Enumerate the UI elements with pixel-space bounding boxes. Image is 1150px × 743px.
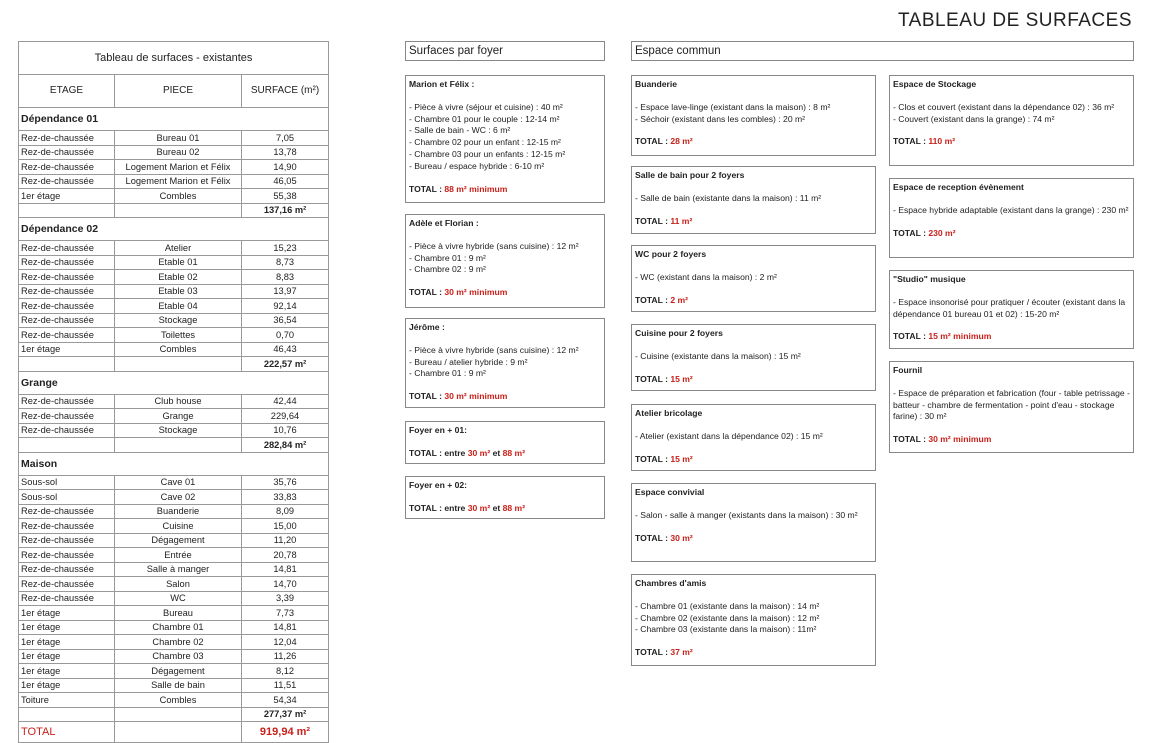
cell-etage: Rez-de-chaussée [19,548,115,563]
card-total-value: 28 m² [670,136,693,147]
foyer-card [405,476,605,519]
card-total [635,295,872,307]
total-spacer [115,722,242,743]
table-row [19,394,329,409]
commun-card [631,404,876,471]
cell-piece: Club house [115,394,242,409]
card-line: - Couvert (existant dans la grange) : 74 m² [893,113,1055,124]
card-line: - Chambre 03 (existante dans la maison) : 11m² [635,624,817,635]
table-row [19,174,329,189]
section-title: Dépendance 01 [19,108,329,131]
cell-etage: Rez-de-chaussée [19,284,115,299]
card-line: - Atelier (existant dans la dépendance 02) : 15 m² [635,430,823,441]
card-total-value: 30 m² [670,532,693,543]
card-line: - Chambre 01 (existante dans la maison) : 14 m² [635,600,820,611]
card-title: Jérôme : [409,322,445,332]
table-row [19,284,329,299]
card-total-value: 15 m² minimum [928,331,992,342]
cell-surface: 229,64 [242,409,329,424]
subtotal-row [19,357,329,372]
card-line: - Espace de préparation et fabrication (four - table petrissage - batteur - chambre de fermentation - point d'eau - stockage farine) : 30 m² [893,387,1130,422]
cell-etage: 1er étage [19,342,115,357]
cell-surface: 8,83 [242,270,329,285]
subtotal-spacer [115,357,242,372]
cell-etage: Rez-de-chaussée [19,145,115,160]
table-row [19,620,329,635]
cell-surface: 46,05 [242,174,329,189]
cell-etage: Rez-de-chaussée [19,270,115,285]
table-row [19,693,329,708]
cell-etage: Rez-de-chaussée [19,562,115,577]
cell-surface: 11,26 [242,649,329,664]
cell-piece: WC [115,591,242,606]
foyer-card [405,214,605,308]
cell-surface: 36,54 [242,313,329,328]
card-total-value: 15 m² [670,453,693,464]
card-total [893,434,1130,446]
cell-surface: 20,78 [242,548,329,563]
cell-surface: 8,09 [242,504,329,519]
commun-card [631,75,876,156]
cell-piece: Combles [115,693,242,708]
cell-surface: 14,81 [242,562,329,577]
table-row [19,548,329,563]
cell-piece: Etable 02 [115,270,242,285]
cell-etage: Sous-sol [19,475,115,490]
card-line: - Clos et couvert (existant dans la dépendance 02) : 36 m² [893,101,1115,112]
cell-etage: 1er étage [19,620,115,635]
card-title: Cuisine pour 2 foyers [635,328,723,338]
card-total [635,533,872,545]
cell-etage: 1er étage [19,635,115,650]
commun-card [631,245,876,312]
subtotal-spacer [115,438,242,453]
cell-piece: Toilettes [115,328,242,343]
section-header-row [19,452,329,475]
commun-card [889,361,1134,453]
section-title: Maison [19,452,329,475]
card-total-value: 110 m² [928,136,956,147]
card-line: - Chambre 01 : 9 m² [409,368,486,379]
cell-surface: 55,38 [242,189,329,204]
cell-surface: 14,81 [242,620,329,635]
card-total [409,287,601,299]
table-row [19,591,329,606]
card-total-label: TOTAL : [409,287,445,298]
cell-piece: Chambre 02 [115,635,242,650]
cell-piece: Logement Marion et Félix [115,174,242,189]
cell-piece: Entrée [115,548,242,563]
card-total-value: 30 m² minimum [444,287,508,298]
cell-etage: 1er étage [19,649,115,664]
card-total [893,331,1130,343]
card-total-label: TOTAL : entre [409,447,468,458]
cell-piece: Salle à manger [115,562,242,577]
card-title: Adèle et Florian : [409,218,479,228]
table-row [19,533,329,548]
section-title: Dépendance 02 [19,218,329,241]
table-row [19,475,329,490]
commun-card [889,270,1134,349]
cell-surface: 10,76 [242,423,329,438]
subtotal-spacer [19,438,115,453]
commun-header: Espace commun [631,41,1134,61]
cell-etage: 1er étage [19,678,115,693]
surfaces-table [18,41,329,743]
card-title: Espace convivial [635,487,705,497]
table-row [19,189,329,204]
cell-piece: Salon [115,577,242,592]
cell-piece: Bureau 01 [115,131,242,146]
table-row [19,328,329,343]
cell-etage: Rez-de-chaussée [19,174,115,189]
column-header-surface: SURFACE (m²) [242,75,329,108]
cell-surface: 54,34 [242,693,329,708]
table-row [19,649,329,664]
card-total [893,136,1130,148]
card-line: - Salle de bain (existante dans la maison) : 11 m² [635,192,822,203]
card-total-value: 30 m² [467,447,491,458]
card-total-connector: et [490,447,503,458]
cell-surface: 7,73 [242,606,329,621]
cell-surface: 3,39 [242,591,329,606]
commun-card [631,166,876,234]
table-row [19,270,329,285]
cell-etage: 1er étage [19,606,115,621]
card-line: - Pièce à vivre (séjour et cuisine) : 40 m² [409,101,563,112]
card-title: Atelier bricolage [635,408,703,418]
cell-surface: 14,70 [242,577,329,592]
commun-card [889,75,1134,166]
subtotal-value: 282,84 m² [242,438,329,453]
table-row [19,342,329,357]
card-line: - Chambre 02 : 9 m² [409,264,486,275]
card-line: - Bureau / espace hybride : 6-10 m² [409,160,545,171]
cell-piece: Combles [115,342,242,357]
table-row [19,255,329,270]
card-total-value: 30 m² minimum [444,391,508,402]
table-row [19,664,329,679]
card-title: Espace de Stockage [893,79,977,89]
cell-piece: Combles [115,189,242,204]
cell-piece: Atelier [115,241,242,256]
card-total-connector: et [490,502,503,513]
cell-surface: 12,04 [242,635,329,650]
card-title: WC pour 2 foyers [635,249,707,259]
cell-etage: Rez-de-chaussée [19,255,115,270]
subtotal-value: 137,16 m² [242,203,329,218]
cell-etage: 1er étage [19,189,115,204]
cell-surface: 11,20 [242,533,329,548]
card-total-label: TOTAL : [409,391,445,402]
table-row [19,490,329,505]
cell-etage: Toiture [19,693,115,708]
card-total [409,391,601,403]
card-line: - Bureau / atelier hybride : 9 m² [409,356,528,367]
foyer-card [405,318,605,408]
cell-etage: Rez-de-chaussée [19,160,115,175]
cell-etage: Rez-de-chaussée [19,409,115,424]
cell-surface: 7,05 [242,131,329,146]
total-row [19,722,329,743]
cell-etage: Rez-de-chaussée [19,328,115,343]
table-row [19,131,329,146]
cell-surface: 8,73 [242,255,329,270]
cell-etage: Rez-de-chaussée [19,241,115,256]
column-header-piece: PIECE [115,75,242,108]
card-line: - Pièce à vivre hybride (sans cuisine) : 12 m² [409,240,579,251]
table-row [19,678,329,693]
cell-surface: 11,51 [242,678,329,693]
card-title: Salle de bain pour 2 foyers [635,170,745,180]
card-total-label: TOTAL : [893,331,929,342]
card-line: - Chambre 02 (existante dans la maison) : 12 m² [635,612,820,623]
cell-surface: 0,70 [242,328,329,343]
card-line: - Espace lave-linge (existant dans la maison) : 8 m² [635,101,831,112]
commun-card [631,574,876,666]
cell-etage: Rez-de-chaussée [19,394,115,409]
card-total-value: 230 m² [928,227,956,238]
cell-etage: Rez-de-chaussée [19,519,115,534]
foyer-card [405,421,605,464]
cell-etage: Rez-de-chaussée [19,533,115,548]
cell-piece: Dégagement [115,664,242,679]
card-title: Buanderie [635,79,678,89]
card-total [409,448,601,460]
card-total [409,184,601,196]
cell-piece: Stockage [115,313,242,328]
subtotal-spacer [19,203,115,218]
cell-piece: Chambre 03 [115,649,242,664]
card-total-label: TOTAL : [635,532,671,543]
cell-piece: Cuisine [115,519,242,534]
subtotal-spacer [19,707,115,722]
cell-surface: 42,44 [242,394,329,409]
card-total-value: 2 m² [670,294,688,305]
cell-piece: Chambre 01 [115,620,242,635]
card-total-value-max: 88 m² [502,502,526,513]
card-line: - Salle de bain - WC : 6 m² [409,125,511,136]
cell-surface: 8,12 [242,664,329,679]
cell-piece: Cave 02 [115,490,242,505]
section-header-row [19,108,329,131]
cell-etage: Rez-de-chaussée [19,299,115,314]
cell-surface: 13,97 [242,284,329,299]
card-total-label: TOTAL : [893,136,929,147]
foyer-header: Surfaces par foyer [405,41,605,61]
cell-etage: 1er étage [19,664,115,679]
card-total [409,503,601,515]
card-total-value: 37 m² [670,647,693,658]
card-line: - WC (existant dans la maison) : 2 m² [635,271,777,282]
cell-etage: Rez-de-chaussée [19,591,115,606]
card-total-value-max: 88 m² [502,447,526,458]
cell-piece: Bureau [115,606,242,621]
section-header-row [19,218,329,241]
card-line: - Salon - salle à manger (existants dans la maison) : 30 m² [635,509,858,520]
foyer-card [405,75,605,203]
cell-surface: 92,14 [242,299,329,314]
card-line: - Chambre 01 : 9 m² [409,252,486,263]
cell-piece: Buanderie [115,504,242,519]
section-title: Grange [19,371,329,394]
cell-etage: Rez-de-chaussée [19,131,115,146]
cell-piece: Bureau 02 [115,145,242,160]
table-row [19,423,329,438]
card-total-label: TOTAL : [635,136,671,147]
card-total-label: TOTAL : [893,227,929,238]
total-value: 919,94 m² [242,722,329,743]
subtotal-spacer [115,707,242,722]
subtotal-spacer [19,357,115,372]
card-total-value: 30 m² [467,502,491,513]
table-row [19,409,329,424]
card-total-label: TOTAL : [893,434,929,445]
table-caption: Tableau de surfaces - existantes [19,42,329,75]
cell-surface: 15,00 [242,519,329,534]
subtotal-row [19,438,329,453]
card-total-value: 15 m² [670,373,693,384]
commun-card [631,324,876,391]
card-line: - Pièce à vivre hybride (sans cuisine) : 12 m² [409,344,579,355]
card-title: "Studio" musique [893,274,966,284]
card-title: Marion et Félix : [409,79,475,89]
cell-surface: 33,83 [242,490,329,505]
cell-piece: Dégagement [115,533,242,548]
card-total [893,228,1130,240]
cell-etage: Rez-de-chaussée [19,313,115,328]
card-total [635,136,872,148]
cell-piece: Etable 01 [115,255,242,270]
cell-piece: Grange [115,409,242,424]
table-row [19,519,329,534]
card-title: Foyer en + 02: [409,480,468,490]
cell-etage: Sous-sol [19,490,115,505]
cell-piece: Logement Marion et Félix [115,160,242,175]
table-row [19,562,329,577]
table-row [19,160,329,175]
card-total-label: TOTAL : [635,373,671,384]
card-line: - Chambre 03 pour un enfants : 12-15 m² [409,148,566,159]
card-line: - Espace insonorisé pour pratiquer / écouter (existant dans la dépendance 01 bureau 01 et 02) : 15-20 m² [893,296,1126,319]
card-line: - Chambre 01 pour le couple : 12-14 m² [409,113,560,124]
card-line: - Cuisine (existante dans la maison) : 15 m² [635,350,801,361]
table-body [19,108,329,722]
cell-surface: 35,76 [242,475,329,490]
section-header-row [19,371,329,394]
cell-piece: Salle de bain [115,678,242,693]
cell-etage: Rez-de-chaussée [19,423,115,438]
table-row [19,145,329,160]
card-total-label: TOTAL : [635,215,671,226]
table-row [19,299,329,314]
table-row [19,313,329,328]
cell-surface: 15,23 [242,241,329,256]
commun-card [889,178,1134,258]
cell-piece: Stockage [115,423,242,438]
card-title: Foyer en + 01: [409,425,468,435]
subtotal-row [19,203,329,218]
card-total-label: TOTAL : entre [409,502,468,513]
card-total-value: 30 m² minimum [928,434,992,445]
page-title: TABLEAU DE SURFACES [897,10,1132,31]
subtotal-value: 222,57 m² [242,357,329,372]
cell-etage: Rez-de-chaussée [19,577,115,592]
card-title: Fournil [893,365,923,375]
card-total [635,374,872,386]
card-total-value: 11 m² [670,215,693,226]
card-total-label: TOTAL : [409,183,445,194]
table-row [19,635,329,650]
card-total-label: TOTAL : [635,294,671,305]
cell-surface: 46,43 [242,342,329,357]
card-line: - Chambre 02 pour un enfant : 12-15 m² [409,137,561,148]
table-row [19,504,329,519]
cell-piece: Cave 01 [115,475,242,490]
subtotal-spacer [115,203,242,218]
subtotal-row [19,707,329,722]
card-total-value: 88 m² minimum [444,183,508,194]
card-line: - Espace hybride adaptable (existant dans la grange) : 230 m² [893,204,1129,215]
total-label: TOTAL [19,722,115,743]
table-row [19,241,329,256]
cell-etage: Rez-de-chaussée [19,504,115,519]
cell-piece: Etable 04 [115,299,242,314]
card-total [635,216,872,228]
card-total [635,647,872,659]
card-title: Espace de reception évènement [893,182,1024,192]
table-row [19,577,329,592]
card-title: Chambres d'amis [635,578,707,588]
cell-surface: 13,78 [242,145,329,160]
table-row [19,606,329,621]
commun-card [631,483,876,562]
card-total-label: TOTAL : [635,647,671,658]
cell-piece: Etable 03 [115,284,242,299]
cell-surface: 14,90 [242,160,329,175]
card-total-label: TOTAL : [635,453,671,464]
column-header-etage: ETAGE [19,75,115,108]
subtotal-value: 277,37 m² [242,707,329,722]
card-total [635,454,872,466]
card-line: - Séchoir (existant dans les combles) : 20 m² [635,113,806,124]
